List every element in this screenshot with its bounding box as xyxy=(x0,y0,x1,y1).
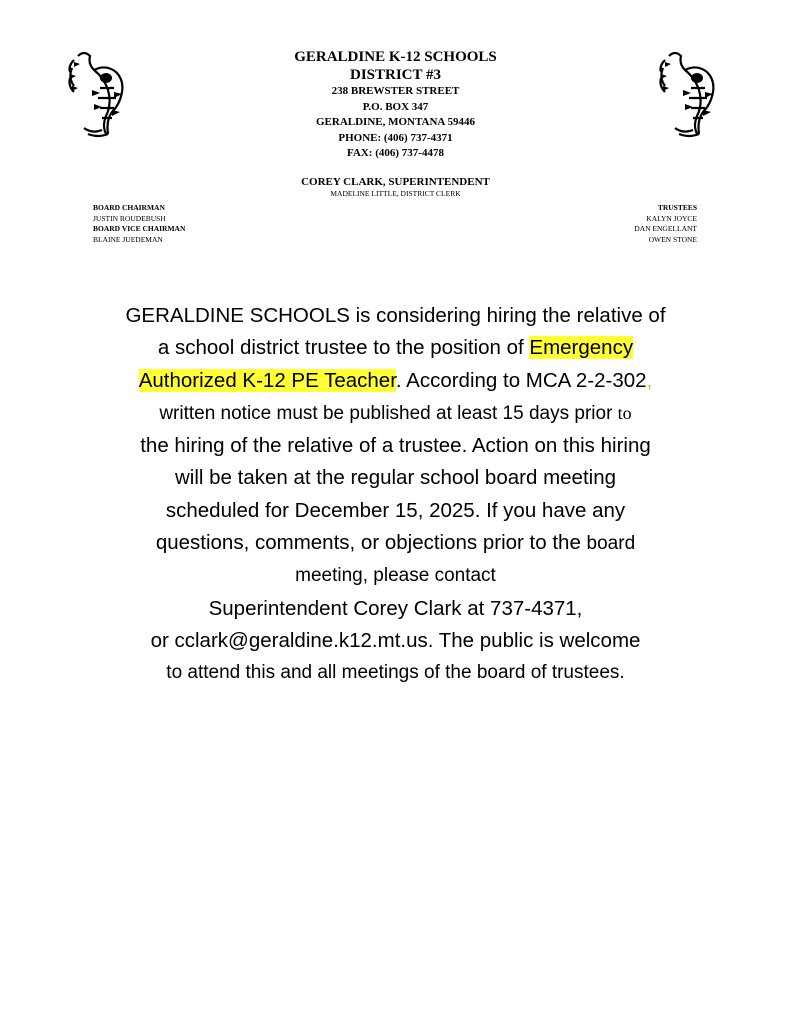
notice-line: GERALDINE SCHOOLS is considering hiring the relative of xyxy=(125,304,666,327)
trustee-name: KALYN JOYCE xyxy=(646,213,697,223)
street-address: 238 BREWSTER STREET xyxy=(331,85,460,97)
trustees-block xyxy=(634,203,697,245)
district-number: DISTRICT #3 xyxy=(349,67,441,83)
trustee-name: OWEN STONE xyxy=(648,234,697,244)
notice-text: to xyxy=(617,402,632,423)
notice-text: written notice must be published at least 15 days prior xyxy=(159,402,618,424)
board-vice-chair-role: BOARD VICE CHAIRMAN xyxy=(93,224,186,233)
notice-text: board xyxy=(586,533,636,555)
highlighted-position-title: Authorized K-12 PE Teacher xyxy=(138,368,396,392)
notice-line xyxy=(70,365,721,397)
notice-line xyxy=(70,527,721,560)
notice-text: questions, comments, or objections prior to the xyxy=(155,531,587,555)
notice-line xyxy=(70,332,721,364)
notice-line: scheduled for December 15, 2025. If you have any xyxy=(165,498,626,522)
phone-number: PHONE: (406) 737-4371 xyxy=(338,131,453,144)
notice-line xyxy=(70,397,721,430)
superintendent-name: COREY CLARK, SUPERINTENDENT xyxy=(301,175,490,188)
notice-text: a school district trustee to the position of xyxy=(157,336,530,360)
board-vice-chair-name: BLAINE JUEDEMAN xyxy=(93,234,163,244)
letterhead xyxy=(0,48,791,199)
trustees-role: TRUSTEES xyxy=(657,203,697,212)
notice-line: will be taken at the regular school board meeting xyxy=(174,466,616,490)
trustee-name: DAN ENGELLANT xyxy=(634,224,697,233)
highlighted-position-title: Emergency xyxy=(529,336,634,360)
fax-number: FAX: (406) 737-4478 xyxy=(347,147,444,159)
notice-line: to attend this and all meetings of the board of trustees. xyxy=(166,662,625,684)
city-state-zip: GERALDINE, MONTANA 59446 xyxy=(315,116,475,128)
school-name: GERALDINE K-12 SCHOOLS xyxy=(294,49,497,65)
district-clerk-name: MADELINE LITTLE, DISTRICT CLERK xyxy=(330,188,461,198)
hiring-notice xyxy=(70,300,721,690)
board-chair-role: BOARD CHAIRMAN xyxy=(93,203,165,212)
notice-line: or cclark@geraldine.k12.mt.us. The public is welcome xyxy=(150,628,641,652)
board-chair-name: JUSTIN ROUDEBUSH xyxy=(93,213,166,223)
board-chair-block xyxy=(93,203,185,245)
notice-line: the hiring of the relative of a trustee. Action on this hiring xyxy=(140,434,651,458)
notice-line: meeting, please contact xyxy=(295,565,496,587)
notice-text: , xyxy=(646,368,653,392)
po-box: P.O. BOX 347 xyxy=(362,100,429,113)
notice-line: Superintendent Corey Clark at 737-4371, xyxy=(208,596,583,620)
notice-text: . According to MCA 2-2-302 xyxy=(395,368,647,392)
